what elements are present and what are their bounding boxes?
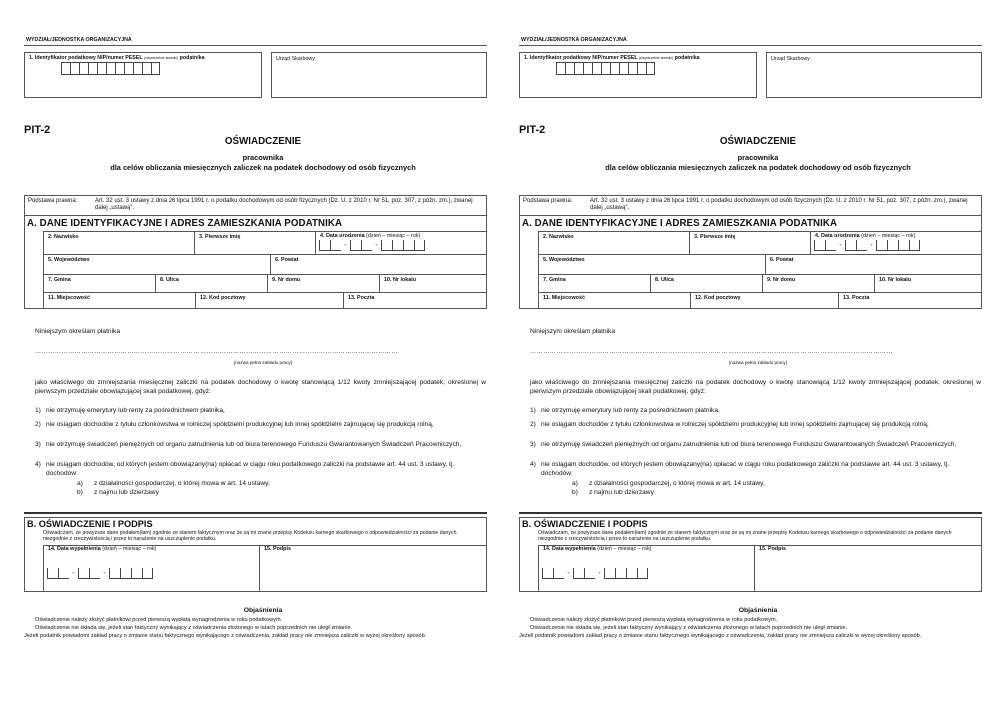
fill-date-input[interactable]: - - (47, 568, 153, 579)
item-text-3: nie otrzymuję świadczeń pieniężnych od organu zatrudnienia lub od biura terenowego Funduszu Gwarantowanych Świadczeń Pracowniczych, (46, 441, 462, 448)
city-label: 11. Miejscowość (48, 295, 90, 301)
id-label-end: podatnika (179, 55, 205, 61)
form-title: OŚWIADCZENIE (719, 136, 797, 147)
item-text-4: nie osiągam dochodów, od których jestem obowiązany(na) opłacać w ciągu roku podatkowego zaliczki na podstawie art. 44 ust. 3 ustawy, tj. dochodów: (541, 461, 950, 477)
city-label: 11. Miejscowość (543, 295, 585, 301)
note-2: Oświadczenie nie składa się, jeżeli stan faktyczny wynikający z oświadczenia złożonego w latach poprzednich nie uległ zmianie. (530, 625, 848, 631)
item-num-4: 4) (35, 461, 41, 468)
signature-label: 15. Podpis (759, 546, 786, 552)
section-b-title: B. OŚWIADCZENIE I PODPIS (522, 519, 648, 529)
declaration-text: Oświadczam, że powyższe dane podałem(łam) zgodnie ze stanem faktycznym oraz że są mi znane przepisy Kodeksu karnego skarbowego o odpowiedzialności za podanie danych niezgodnie z rzeczywistością i przez to narażenie na uszczuplenie podatku. (43, 530, 457, 543)
item-text-3: nie otrzymuję świadczeń pieniężnych od organu zatrudnienia lub od biura terenowego Funduszu Gwarantowanych Świadczeń Pracowniczych, (541, 441, 957, 448)
fill-date-field[interactable] (539, 545, 749, 592)
fill-date-label: 14. Data wypełnienia (543, 546, 596, 552)
item-num-3: 3) (530, 441, 536, 448)
main-statement: jako właściwego do zmniejszania miesięcznej zaliczki na podatek dochodowy o kwotę stanowiącą 1/12 kwoty zmniejszającej podatek, określonej w pierwszym przedziale obowiązującej skali podatkowej, gdyż: (35, 379, 486, 395)
form-title: OŚWIADCZENIE (224, 136, 302, 147)
note-2: Oświadczenie nie składa się, jeżeli stan faktyczny wynikający z oświadczenia złożonego w latach poprzednich nie uległ zmianie. (35, 625, 353, 631)
form-subtitle-1: pracownika (737, 153, 779, 162)
street-label: 8. Ulica (160, 277, 179, 283)
apartment-number-field[interactable] (380, 275, 486, 292)
house-number-label: 9. Nr domu (272, 277, 301, 283)
taxpayer-id-box (519, 52, 757, 98)
birth-date-input[interactable]: - - (814, 240, 920, 251)
divider (519, 45, 982, 46)
item-text-1: nie otrzymuję emerytury lub renty za pośrednictwem płatnika, (541, 407, 720, 414)
municipality-field[interactable] (539, 275, 649, 292)
subitem-num-a: a) (572, 480, 578, 487)
section-a (24, 215, 487, 309)
taxpayer-id-input[interactable] (61, 62, 160, 75)
tax-office-box[interactable] (766, 52, 982, 98)
tax-office-label: Urząd Skarbowy (771, 56, 810, 62)
legal-basis-label: Podstawa prawna: (28, 198, 78, 204)
form-copy-right (519, 0, 992, 701)
birth-date-input[interactable]: - - (319, 240, 425, 251)
signature-label: 15. Podpis (264, 546, 291, 552)
unit-label: WYDZIAŁ/JEDNOSTKA ORGANIZACYJNA (521, 37, 627, 43)
subitem-text-a: z działalności gospodarczej, o której mowa w art. 14 ustawy, (94, 480, 270, 487)
form-code: PIT-2 (24, 124, 51, 136)
fill-date-label: 14. Data wypełnienia (48, 546, 101, 552)
item-num-2: 2) (530, 421, 536, 428)
apartment-number-field[interactable] (875, 275, 981, 292)
street-field[interactable] (156, 275, 266, 292)
first-name-field[interactable] (690, 232, 810, 254)
payer-intro: Niniejszym określam płatnika (35, 328, 121, 335)
municipality-label: 7. Gmina (48, 277, 71, 283)
taxpayer-id-input[interactable] (556, 62, 655, 75)
form-subtitle-2: dla celów obliczania miesięcznych zaliczek na podatek dochodowy od osób fizycznych (110, 163, 416, 172)
voivodeship-label: 5. Województwo (543, 257, 585, 263)
payer-intro: Niniejszym określam płatnika (530, 328, 616, 335)
divider (24, 45, 487, 46)
county-label: 6. Powiat (770, 257, 794, 263)
post-office-field[interactable] (344, 293, 486, 309)
unit-label: WYDZIAŁ/JEDNOSTKA ORGANIZACYJNA (26, 37, 132, 43)
taxpayer-id-box (24, 52, 262, 98)
note-3: Jeżeli podatnik powiadomi zakład pracy o zmianie stanu faktycznego wynikającego z oświadczenia, zakład pracy nie zmniejsza zaliczki w wyżej określony sposób. (519, 633, 922, 639)
subitem-text-b: z najmu lub dzierżawy (589, 489, 654, 496)
form-subtitle-1: pracownika (242, 153, 284, 162)
item-num-1: 1) (530, 407, 536, 414)
form-subtitle-2: dla celów obliczania miesięcznych zaliczek na podatek dochodowy od osób fizycznych (605, 163, 911, 172)
subitem-text-a: z działalności gospodarczej, o której mowa w art. 14 ustawy, (589, 480, 765, 487)
county-field[interactable] (271, 255, 486, 274)
street-label: 8. Ulica (655, 277, 674, 283)
note-1: Oświadczenie należy złożyć płatnikowi przed pierwszą wypłatą wynagrodzenia w roku podatkowym. (530, 617, 778, 623)
item-num-2: 2) (35, 421, 41, 428)
fill-date-hint: (dzień – miesiąc – rok) (597, 546, 652, 552)
item-num-3: 3) (35, 441, 41, 448)
voivodeship-field[interactable] (44, 255, 269, 274)
birth-date-field[interactable] (811, 231, 981, 254)
item-text-4: nie osiągam dochodów, od których jestem obowiązany(na) opłacać w ciągu roku podatkowego zaliczki na podstawie art. 44 ust. 3 ustawy, tj. dochodów: (46, 461, 455, 477)
surname-field[interactable] (539, 232, 689, 254)
first-name-label: 3. Pierwsze imię (694, 234, 736, 240)
note-3: Jeżeli podatnik powiadomi zakład pracy o zmianie stanu faktycznego wynikającego z oświadczenia, zakład pracy nie zmniejsza zaliczki w wyżej określony sposób. (24, 633, 427, 639)
item-text-1: nie otrzymuję emerytury lub renty za pośrednictwem płatnika, (46, 407, 225, 414)
city-field[interactable] (539, 293, 689, 309)
form-copy-left (24, 0, 502, 701)
legal-basis-box (24, 195, 487, 215)
form-code: PIT-2 (519, 124, 546, 136)
tax-office-label: Urząd Skarbowy (276, 56, 315, 62)
surname-label: 2. Nazwisko (543, 234, 574, 240)
apartment-number-label: 10. Nr lokalu (879, 277, 912, 283)
id-label-end: podatnika (674, 55, 700, 61)
id-label-note: (niepotrzebne skreślić) (144, 56, 179, 60)
county-label: 6. Powiat (275, 257, 299, 263)
legal-basis-box (519, 195, 982, 215)
birth-date-hint: (dzień – miesiąc – rok) (366, 233, 421, 239)
signature-field[interactable] (260, 545, 486, 592)
house-number-field[interactable] (268, 275, 378, 292)
postal-code-label: 12. Kod pocztowy (200, 295, 246, 301)
surname-field[interactable] (44, 232, 194, 254)
house-number-label: 9. Nr domu (767, 277, 796, 283)
fill-date-field[interactable] (44, 545, 254, 592)
first-name-label: 3. Pierwsze imię (199, 234, 241, 240)
municipality-label: 7. Gmina (543, 277, 566, 283)
section-b (519, 517, 982, 592)
main-statement: jako właściwego do zmniejszania miesięcznej zaliczki na podatek dochodowy o kwotę stanowiącą 1/12 kwoty zmniejszającej podatek, określonej w pierwszym przedziale obowiązującej skali podatkowej, gdyż: (530, 379, 981, 395)
item-num-1: 1) (35, 407, 41, 414)
voivodeship-field[interactable] (539, 255, 764, 274)
subitem-text-b: z najmu lub dzierżawy (94, 489, 159, 496)
id-label-note: (niepotrzebne skreślić) (639, 56, 674, 60)
postal-code-label: 12. Kod pocztowy (695, 295, 741, 301)
house-number-field[interactable] (763, 275, 873, 292)
item-text-2: nie osiągam dochodów z tytułu członkowstwa w rolniczej spółdzielni produkcyjnej lub innej spółdzielni zajmującej się produkcją rolną, (541, 421, 929, 428)
section-b (24, 517, 487, 592)
section-a (519, 215, 982, 309)
post-office-label: 13. Poczta (843, 295, 870, 301)
item-num-4: 4) (530, 461, 536, 468)
fill-date-hint: (dzień – miesiąc – rok) (102, 546, 157, 552)
legal-basis-text: Art. 32 ust. 3 ustawy z dnia 26 lipca 1991 r. o podatku dochodowym od osób fizycznych (Dz. U. z 2010 r. Nr 51, poz. 307, z późn. zm.), zwanej dalej „ustawą”. (95, 198, 473, 211)
birth-date-field[interactable] (316, 231, 486, 254)
id-label: 1. Identyfikator podatkowy NIP/numer PESEL (524, 55, 638, 61)
post-office-field[interactable] (839, 293, 981, 309)
fill-date-input[interactable]: - - (542, 568, 648, 579)
notes-title: Objaśnienia (243, 607, 283, 614)
subitem-num-a: a) (77, 480, 83, 487)
section-a-title: A. DANE IDENTYFIKACYJNE I ADRES ZAMIESZKANIA PODATNIKA (522, 218, 838, 229)
payer-name-hint: (nazwa pełna zakładu pracy) (728, 360, 788, 365)
apartment-number-label: 10. Nr lokalu (384, 277, 417, 283)
county-field[interactable] (766, 255, 981, 274)
birth-date-hint: (dzień – miesiąc – rok) (861, 233, 916, 239)
payer-name-input[interactable]: ………………………………………………………………………………………………………………………………………………… (35, 349, 398, 355)
subitem-num-b: b) (572, 489, 578, 496)
postal-code-field[interactable] (691, 293, 836, 309)
signature-field[interactable] (755, 545, 981, 592)
birth-date-label: 4. Data urodzenia (320, 233, 365, 239)
payer-name-hint: (nazwa pełna zakładu pracy) (233, 360, 293, 365)
payer-name-input[interactable]: ………………………………………………………………………………………………………………………………………………… (530, 349, 893, 355)
item-text-2: nie osiągam dochodów z tytułu członkowstwa w rolniczej spółdzielni produkcyjnej lub innej spółdzielni zajmującej się produkcją rolną, (46, 421, 434, 428)
notes-title: Objaśnienia (738, 607, 778, 614)
first-name-field[interactable] (195, 232, 315, 254)
section-b-title: B. OŚWIADCZENIE I PODPIS (27, 519, 153, 529)
postal-code-field[interactable] (196, 293, 341, 309)
municipality-field[interactable] (44, 275, 154, 292)
section-a-title: A. DANE IDENTYFIKACYJNE I ADRES ZAMIESZKANIA PODATNIKA (27, 218, 343, 229)
subitem-num-b: b) (77, 489, 83, 496)
voivodeship-label: 5. Województwo (48, 257, 90, 263)
surname-label: 2. Nazwisko (48, 234, 79, 240)
post-office-label: 13. Poczta (348, 295, 375, 301)
legal-basis-label: Podstawa prawna: (523, 198, 573, 204)
legal-basis-text: Art. 32 ust. 3 ustawy z dnia 26 lipca 1991 r. o podatku dochodowym od osób fizycznych (Dz. U. z 2010 r. Nr 51, poz. 307, z późn. zm.), zwanej dalej „ustawą”. (590, 198, 968, 211)
note-1: Oświadczenie należy złożyć płatnikowi przed pierwszą wypłatą wynagrodzenia w roku podatkowym. (35, 617, 283, 623)
tax-office-box[interactable] (271, 52, 487, 98)
city-field[interactable] (44, 293, 194, 309)
id-label: 1. Identyfikator podatkowy NIP/numer PESEL (29, 55, 143, 61)
declaration-text: Oświadczam, że powyższe dane podałem(łam) zgodnie ze stanem faktycznym oraz że są mi znane przepisy Kodeksu karnego skarbowego o odpowiedzialności za podanie danych niezgodnie z rzeczywistością i przez to narażenie na uszczuplenie podatku. (538, 530, 952, 543)
birth-date-label: 4. Data urodzenia (815, 233, 860, 239)
street-field[interactable] (651, 275, 761, 292)
